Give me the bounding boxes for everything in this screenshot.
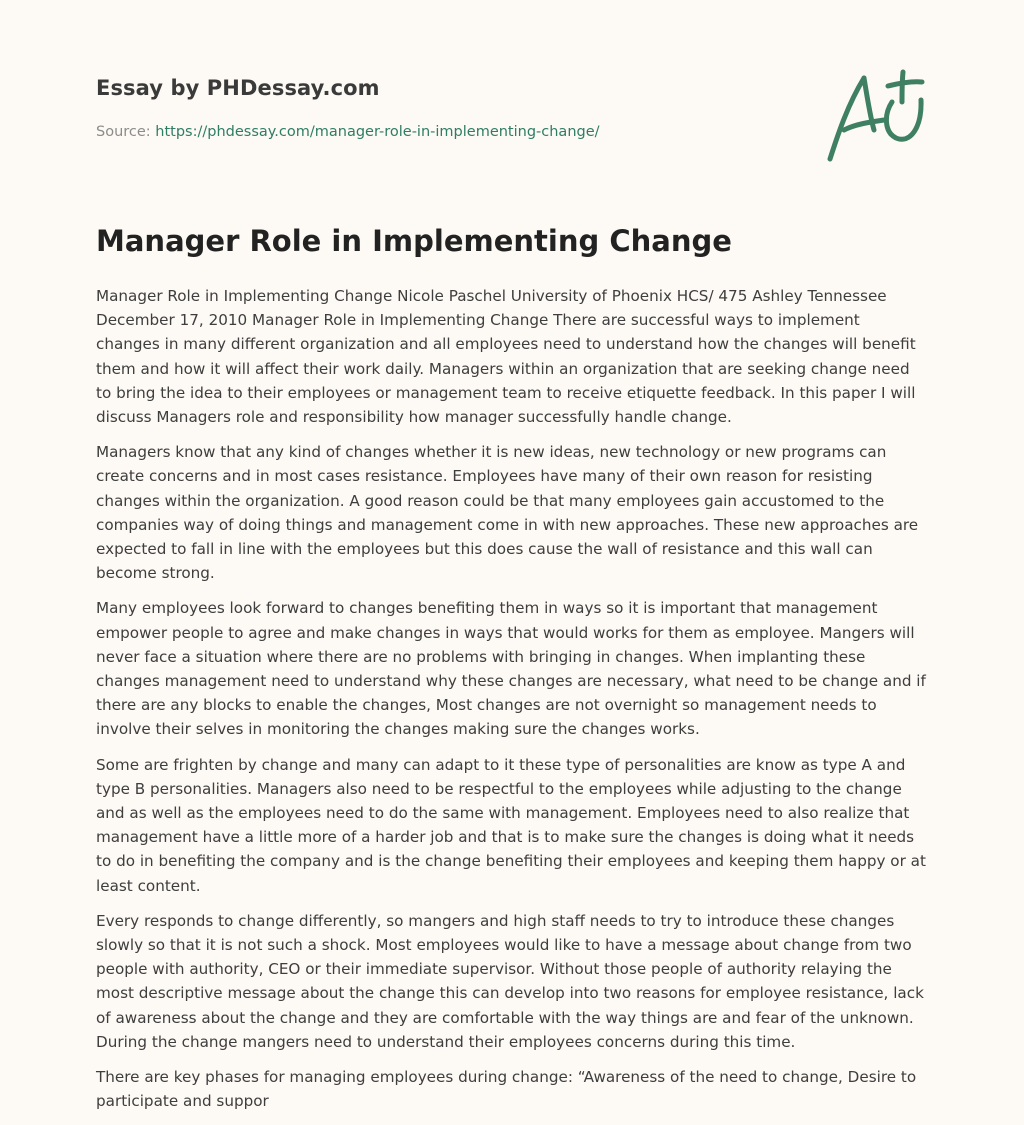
letter-a-crossbar — [844, 120, 884, 130]
essay-body — [96, 284, 928, 1125]
essay-paragraph: Some are frighten by change and many can adapt to it these type of personalities are know as type A and type B personalities. Managers also need to be respectful to the employees while adjusting to the change and as well as the employees need to do the same with management. Employees need to also realize that management have a little more of a harder job and that is to make sure the changes is doing what it needs to do in benefiting the company and is the change benefiting their employees and keeping them happy or at least content. — [96, 755, 926, 895]
a-plus-grade-logo-icon — [826, 66, 930, 166]
source-label: Source: — [96, 124, 156, 140]
swoosh-stroke — [886, 100, 921, 139]
essay-paragraph: Every responds to change differently, so mangers and high staff needs to try to introduce these changes slowly so that it is not such a shock. Most employees would like to have a message about change from two people with authority, CEO or their immediate supervisor. Without those people of authority relaying the most descriptive message about the change this can develop into two reasons for employee resistance, lack of awareness about the change and they are comfortable with the way things are and fear of the unknown. During the change mangers need to understand their employees concerns during this time. — [96, 911, 924, 1051]
essay-title: Manager Role in Implementing Change — [96, 224, 732, 258]
essay-paragraph: There are key phases for managing employees during change: “Awareness of the need to change, Desire to participate and suppor — [96, 1068, 917, 1111]
plus-vertical — [902, 72, 903, 102]
source-line — [96, 124, 600, 140]
essay-paragraph: Many employees look forward to changes benefiting them in ways so it is important that management empower people to agree and make changes in ways that would works for them as employee. Mangers will never face a situation where there are no problems with bringing in changes. When implanting these changes management need to understand why these changes are necessary, what need to be change and if there are any blocks to enable the changes, Most changes are not overnight so management needs to involve their selves in monitoring the changes making sure the changes works. — [96, 599, 926, 739]
plus-horizontal — [888, 82, 922, 86]
site-brand: Essay by PHDessay.com — [96, 76, 380, 100]
essay-paragraph: Managers know that any kind of changes whether it is new ideas, new technology or new programs can create concerns and in most cases resistance. Employees have many of their own reason for resisting changes within the organization. A good reason could be that many employees gain accustomed to the companies way of doing things and management come in with new approaches. These new approaches are expected to fall in line with the employees but this does cause the wall of resistance and this wall can become strong. — [96, 443, 919, 583]
essay-paragraph: Manager Role in Implementing Change Nicole Paschel University of Phoenix HCS/ 475 Ashley Tennessee December 17, 2010 Manager Role in Implementing Change There are successful ways to implement changes in many different organization and all employees need to understand how the changes will benefit them and how it will affect their work daily. Managers within an organization that are seeking change need to bring the idea to their employees or management team to receive etiquette feedback. In this paper I will discuss Managers role and responsibility how manager successfully handle change. — [96, 287, 916, 427]
source-link[interactable]: https://phdessay.com/manager-role-in-implementing-change/ — [155, 124, 600, 140]
letter-a-left-stroke — [830, 78, 864, 159]
